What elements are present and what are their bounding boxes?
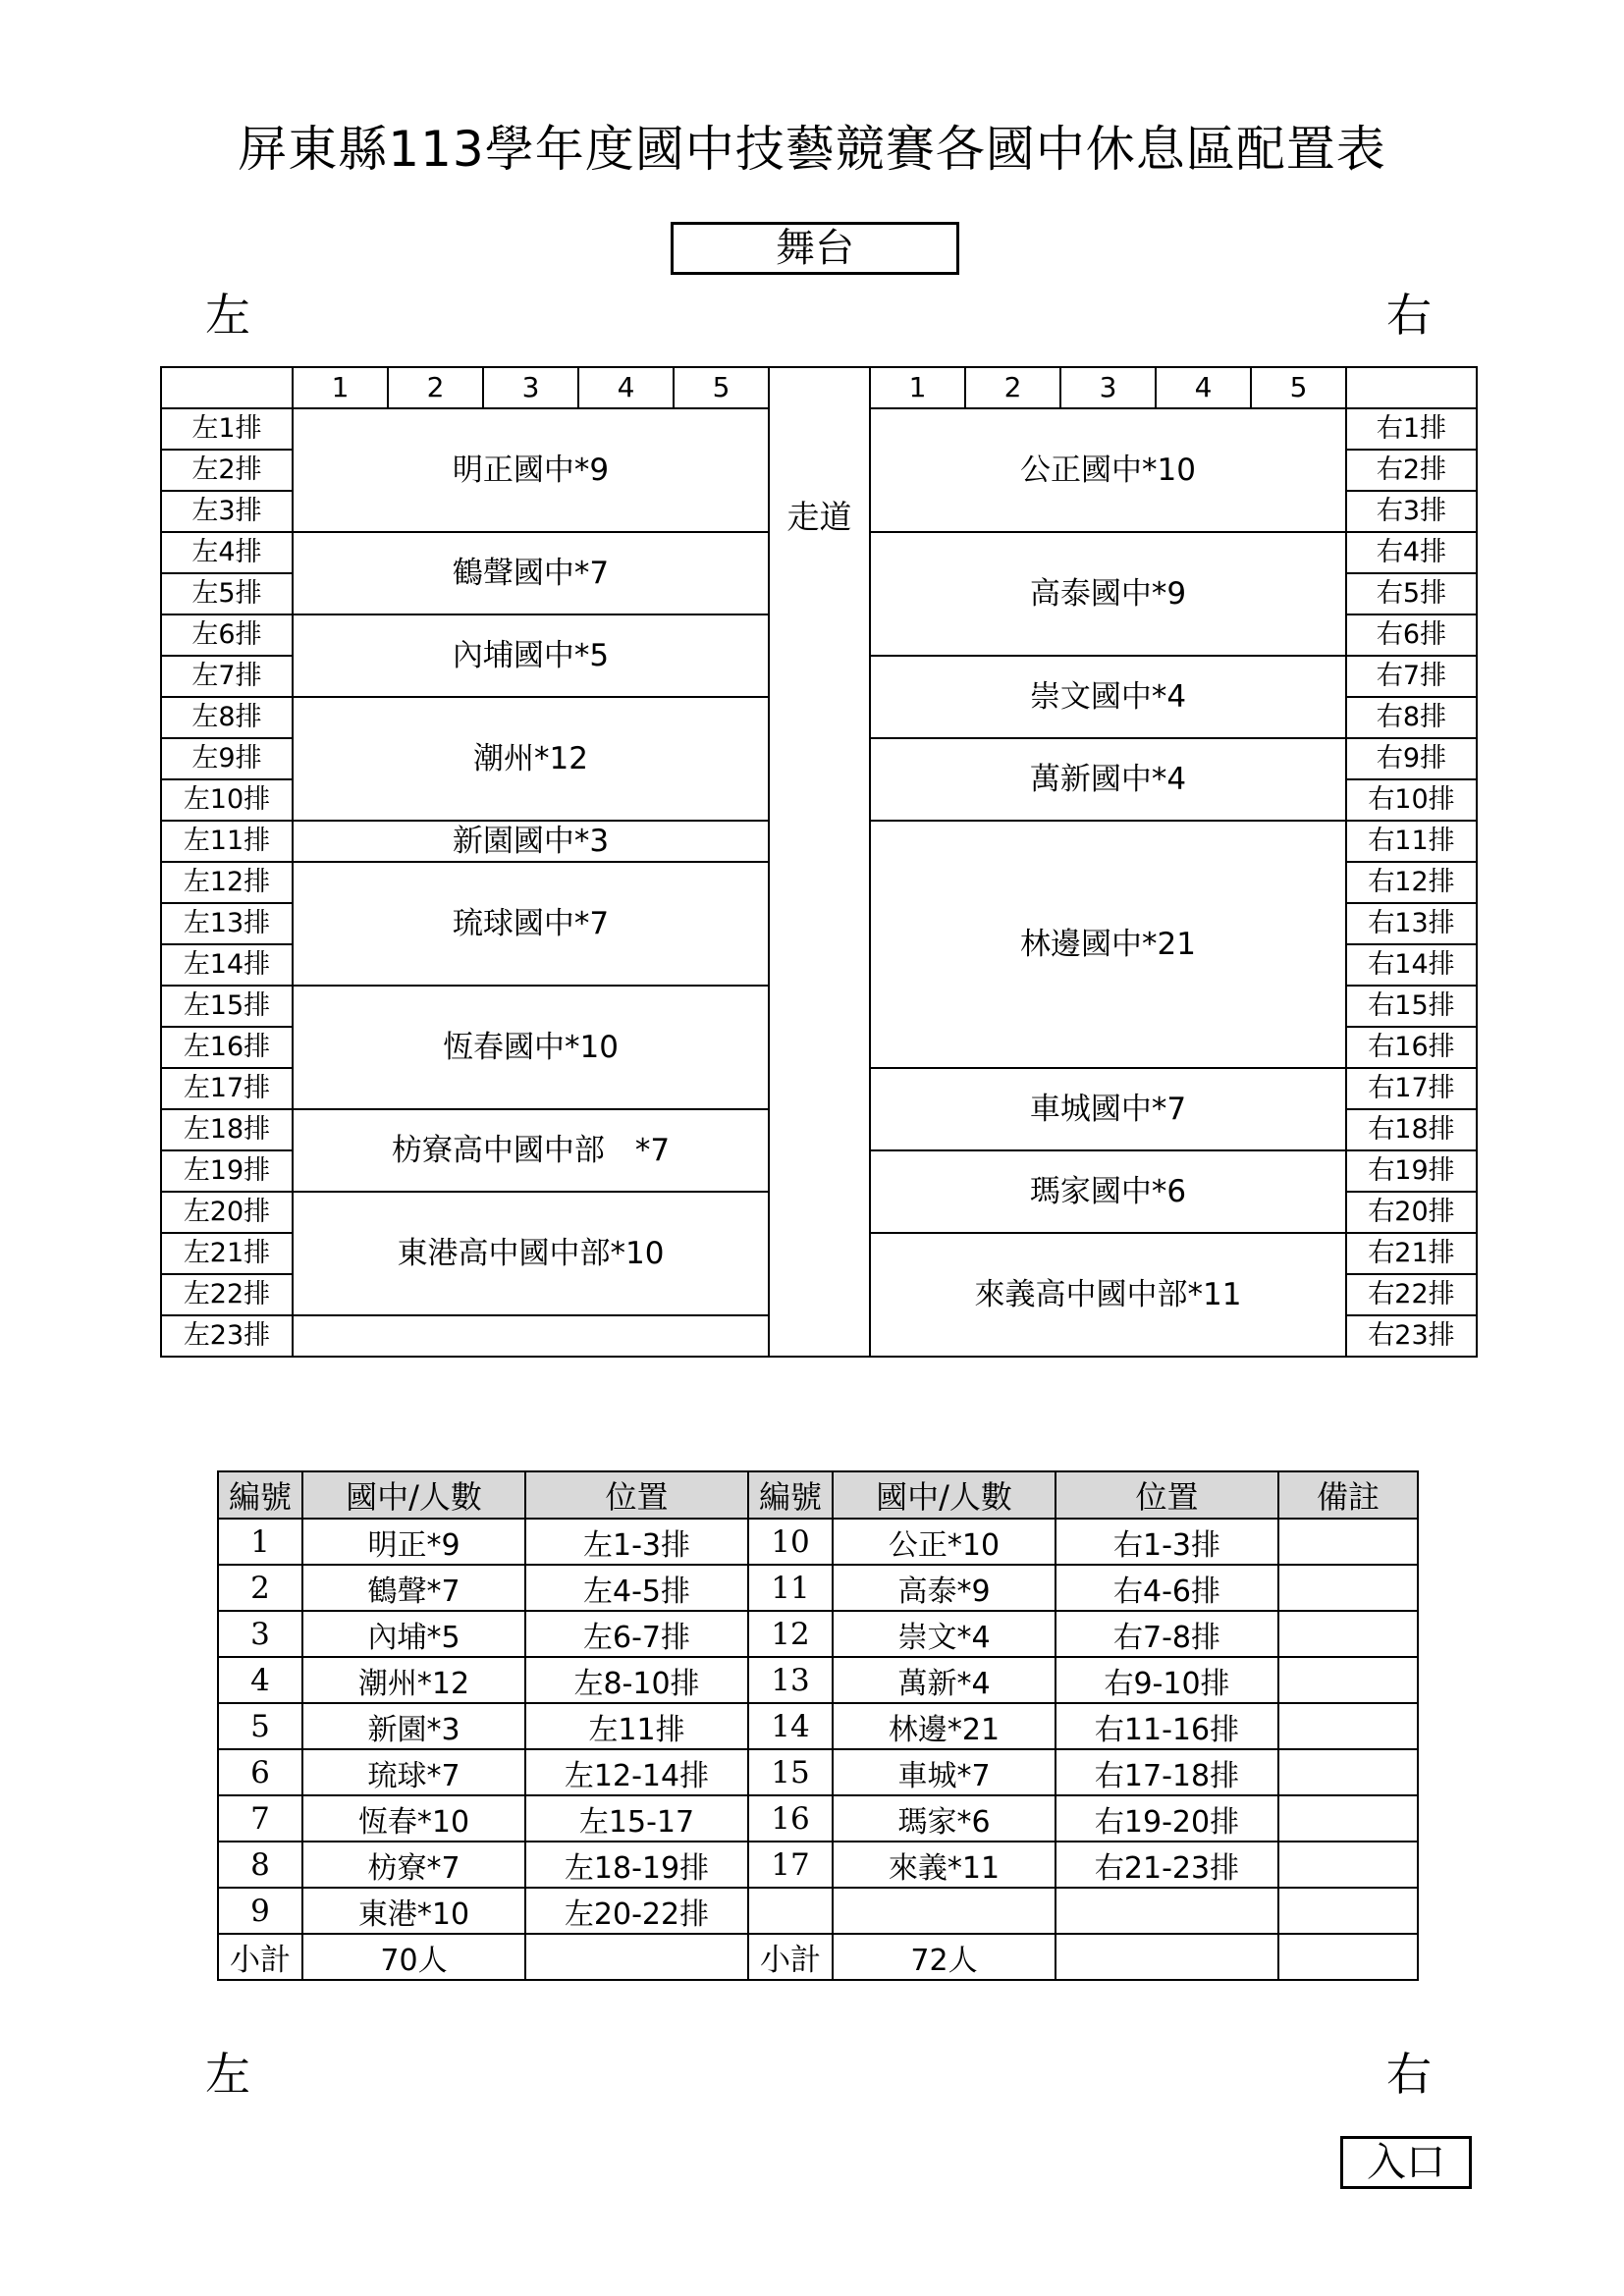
right-school: 瑪家*6 (833, 1795, 1056, 1842)
summary-row (218, 1842, 1418, 1888)
left-school: 琉球*7 (302, 1749, 525, 1795)
left-no: 5 (218, 1703, 302, 1749)
right-no: 11 (748, 1565, 833, 1611)
right-row-label: 右16排 (1346, 1027, 1477, 1068)
right-row-label: 右12排 (1346, 862, 1477, 903)
left-school: 新園*3 (302, 1703, 525, 1749)
left-row-label: 左3排 (161, 491, 293, 532)
left-school: 內埔*5 (302, 1611, 525, 1657)
right-row-label: 右8排 (1346, 697, 1477, 738)
left-row-label: 左16排 (161, 1027, 293, 1068)
left-row-label: 左18排 (161, 1109, 293, 1150)
left-row-label: 左17排 (161, 1068, 293, 1109)
left-school-block: 東港高中國中部*10 (293, 1192, 769, 1315)
left-side-label-top: 左 (205, 289, 250, 342)
left-row-label: 左19排 (161, 1150, 293, 1192)
left-row-label: 左7排 (161, 656, 293, 697)
summary-row (218, 1888, 1418, 1934)
page-title: 屏東縣113學年度國中技藝競賽各國中休息區配置表 (238, 121, 1386, 178)
left-no: 4 (218, 1657, 302, 1703)
summary-row (218, 1795, 1418, 1842)
header-no: 編號 (748, 1471, 833, 1519)
right-school: 高泰*9 (833, 1565, 1056, 1611)
summary-row (218, 1565, 1418, 1611)
left-school: 恆春*10 (302, 1795, 525, 1842)
left-school-block: 潮州*12 (293, 697, 769, 821)
right-row-label: 右23排 (1346, 1315, 1477, 1357)
left-school: 枋寮*7 (302, 1842, 525, 1888)
left-no: 2 (218, 1565, 302, 1611)
left-school-block: 恆春國中*10 (293, 986, 769, 1109)
right-row-label: 右7排 (1346, 656, 1477, 697)
right-no: 16 (748, 1795, 833, 1842)
right-school: 來義*11 (833, 1842, 1056, 1888)
left-position: 左6-7排 (525, 1611, 748, 1657)
left-row-label: 左4排 (161, 532, 293, 573)
summary-row (218, 1703, 1418, 1749)
right-col-number: 2 (965, 367, 1060, 408)
left-row-label: 左10排 (161, 779, 293, 821)
summary-row (218, 1749, 1418, 1795)
left-col-number: 2 (388, 367, 483, 408)
left-row-label: 左20排 (161, 1192, 293, 1233)
left-position: 左11排 (525, 1703, 748, 1749)
entrance-box: 入口 (1340, 2136, 1472, 2189)
left-row-label: 左8排 (161, 697, 293, 738)
right-row-label: 右2排 (1346, 450, 1477, 491)
right-col-number: 1 (870, 367, 965, 408)
right-position: 右4-6排 (1056, 1565, 1278, 1611)
right-row-label: 右9排 (1346, 738, 1477, 779)
note-cell (1278, 1795, 1418, 1842)
subtotal-empty (525, 1934, 748, 1980)
right-school-block: 高泰國中*9 (870, 532, 1346, 656)
left-position: 左12-14排 (525, 1749, 748, 1795)
left-row-label: 左15排 (161, 986, 293, 1027)
right-school: 崇文*4 (833, 1611, 1056, 1657)
left-row-label: 左21排 (161, 1233, 293, 1274)
left-position: 左4-5排 (525, 1565, 748, 1611)
left-row-label: 左5排 (161, 573, 293, 614)
stage-box: 舞台 (671, 222, 959, 275)
left-row-label: 左22排 (161, 1274, 293, 1315)
summary-header-row (218, 1471, 1418, 1519)
note-cell (1278, 1657, 1418, 1703)
left-row-label: 左1排 (161, 408, 293, 450)
left-school: 明正*9 (302, 1519, 525, 1565)
corner-cell-right (1346, 367, 1477, 408)
summary-table (217, 1470, 1419, 1981)
subtotal-label-right: 小計 (748, 1934, 833, 1980)
right-position: 右7-8排 (1056, 1611, 1278, 1657)
right-position: 右19-20排 (1056, 1795, 1278, 1842)
right-school: 林邊*21 (833, 1703, 1056, 1749)
note-cell (1278, 1565, 1418, 1611)
header-note: 備註 (1278, 1471, 1418, 1519)
left-row-label: 左9排 (161, 738, 293, 779)
right-no: 13 (748, 1657, 833, 1703)
left-row-label: 左2排 (161, 450, 293, 491)
left-no: 1 (218, 1519, 302, 1565)
right-school-block: 公正國中*10 (870, 408, 1346, 532)
right-row-label: 右18排 (1346, 1109, 1477, 1150)
right-school-block: 瑪家國中*6 (870, 1150, 1346, 1233)
subtotal-empty (1278, 1934, 1418, 1980)
right-school-block: 來義高中國中部*11 (870, 1233, 1346, 1357)
right-col-number: 4 (1156, 367, 1251, 408)
right-no: 12 (748, 1611, 833, 1657)
right-no: 14 (748, 1703, 833, 1749)
note-cell (1278, 1519, 1418, 1565)
subtotal-row (218, 1934, 1418, 1980)
right-row-label: 右21排 (1346, 1233, 1477, 1274)
left-row-label: 左23排 (161, 1315, 293, 1357)
left-school-block: 鶴聲國中*7 (293, 532, 769, 614)
aisle-cell: 走道 (769, 367, 870, 1357)
left-school-block: 內埔國中*5 (293, 614, 769, 697)
right-school: 公正*10 (833, 1519, 1056, 1565)
left-no: 6 (218, 1749, 302, 1795)
note-cell (1278, 1749, 1418, 1795)
header-school: 國中/人數 (302, 1471, 525, 1519)
right-row-label: 右19排 (1346, 1150, 1477, 1192)
right-row-label: 右22排 (1346, 1274, 1477, 1315)
right-position: 右21-23排 (1056, 1842, 1278, 1888)
left-position: 左20-22排 (525, 1888, 748, 1934)
subtotal-empty (1056, 1934, 1278, 1980)
left-col-number: 5 (674, 367, 769, 408)
right-row-label: 右17排 (1346, 1068, 1477, 1109)
left-position: 左8-10排 (525, 1657, 748, 1703)
right-row-label: 右14排 (1346, 944, 1477, 986)
left-col-number: 4 (578, 367, 674, 408)
header-school: 國中/人數 (833, 1471, 1056, 1519)
left-row-label: 左12排 (161, 862, 293, 903)
right-row-label: 右11排 (1346, 821, 1477, 862)
header-position: 位置 (1056, 1471, 1278, 1519)
right-row-label: 右5排 (1346, 573, 1477, 614)
right-school-block: 車城國中*7 (870, 1068, 1346, 1150)
left-school-block (293, 1315, 769, 1357)
summary-row (218, 1611, 1418, 1657)
note-cell (1278, 1611, 1418, 1657)
right-school: 萬新*4 (833, 1657, 1056, 1703)
note-cell (1278, 1888, 1418, 1934)
right-school (833, 1888, 1056, 1934)
right-no: 10 (748, 1519, 833, 1565)
left-school-block: 琉球國中*7 (293, 862, 769, 986)
left-col-number: 3 (483, 367, 578, 408)
left-school-block: 枋寮高中國中部 *7 (293, 1109, 769, 1192)
header-no: 編號 (218, 1471, 302, 1519)
right-row-label: 右1排 (1346, 408, 1477, 450)
subtotal-label-left: 小計 (218, 1934, 302, 1980)
left-position: 左18-19排 (525, 1842, 748, 1888)
right-col-number: 3 (1060, 367, 1156, 408)
subtotal-right: 72人 (833, 1934, 1056, 1980)
left-position: 左1-3排 (525, 1519, 748, 1565)
right-position: 右9-10排 (1056, 1657, 1278, 1703)
right-side-label-top: 右 (1386, 289, 1432, 342)
left-position: 左15-17 (525, 1795, 748, 1842)
right-no: 17 (748, 1842, 833, 1888)
note-cell (1278, 1842, 1418, 1888)
left-no: 7 (218, 1795, 302, 1842)
right-no (748, 1888, 833, 1934)
left-no: 3 (218, 1611, 302, 1657)
left-school: 東港*10 (302, 1888, 525, 1934)
subtotal-left: 70人 (302, 1934, 525, 1980)
left-school-block: 明正國中*9 (293, 408, 769, 532)
right-col-number: 5 (1251, 367, 1346, 408)
right-position: 右11-16排 (1056, 1703, 1278, 1749)
summary-row (218, 1519, 1418, 1565)
left-no: 8 (218, 1842, 302, 1888)
left-row-label: 左6排 (161, 614, 293, 656)
right-row-label: 右4排 (1346, 532, 1477, 573)
seating-layout-table (160, 366, 1478, 1358)
left-col-number: 1 (293, 367, 388, 408)
right-no: 15 (748, 1749, 833, 1795)
right-row-label: 右3排 (1346, 491, 1477, 532)
header-position: 位置 (525, 1471, 748, 1519)
left-no: 9 (218, 1888, 302, 1934)
right-row-label: 右6排 (1346, 614, 1477, 656)
left-row-label: 左14排 (161, 944, 293, 986)
left-school: 鶴聲*7 (302, 1565, 525, 1611)
right-position: 右17-18排 (1056, 1749, 1278, 1795)
right-school-block: 林邊國中*21 (870, 821, 1346, 1068)
right-side-label-bottom: 右 (1386, 2048, 1432, 2101)
right-row-label: 右13排 (1346, 903, 1477, 944)
corner-cell-left (161, 367, 293, 408)
right-school-block: 萬新國中*4 (870, 738, 1346, 821)
right-position (1056, 1888, 1278, 1934)
left-row-label: 左13排 (161, 903, 293, 944)
left-row-label: 左11排 (161, 821, 293, 862)
right-position: 右1-3排 (1056, 1519, 1278, 1565)
left-school: 潮州*12 (302, 1657, 525, 1703)
left-school-block: 新園國中*3 (293, 821, 769, 862)
left-side-label-bottom: 左 (205, 2048, 250, 2101)
note-cell (1278, 1703, 1418, 1749)
layout-header-row (161, 367, 1477, 408)
right-school: 車城*7 (833, 1749, 1056, 1795)
right-row-label: 右20排 (1346, 1192, 1477, 1233)
right-row-label: 右10排 (1346, 779, 1477, 821)
summary-row (218, 1657, 1418, 1703)
right-school-block: 崇文國中*4 (870, 656, 1346, 738)
right-row-label: 右15排 (1346, 986, 1477, 1027)
